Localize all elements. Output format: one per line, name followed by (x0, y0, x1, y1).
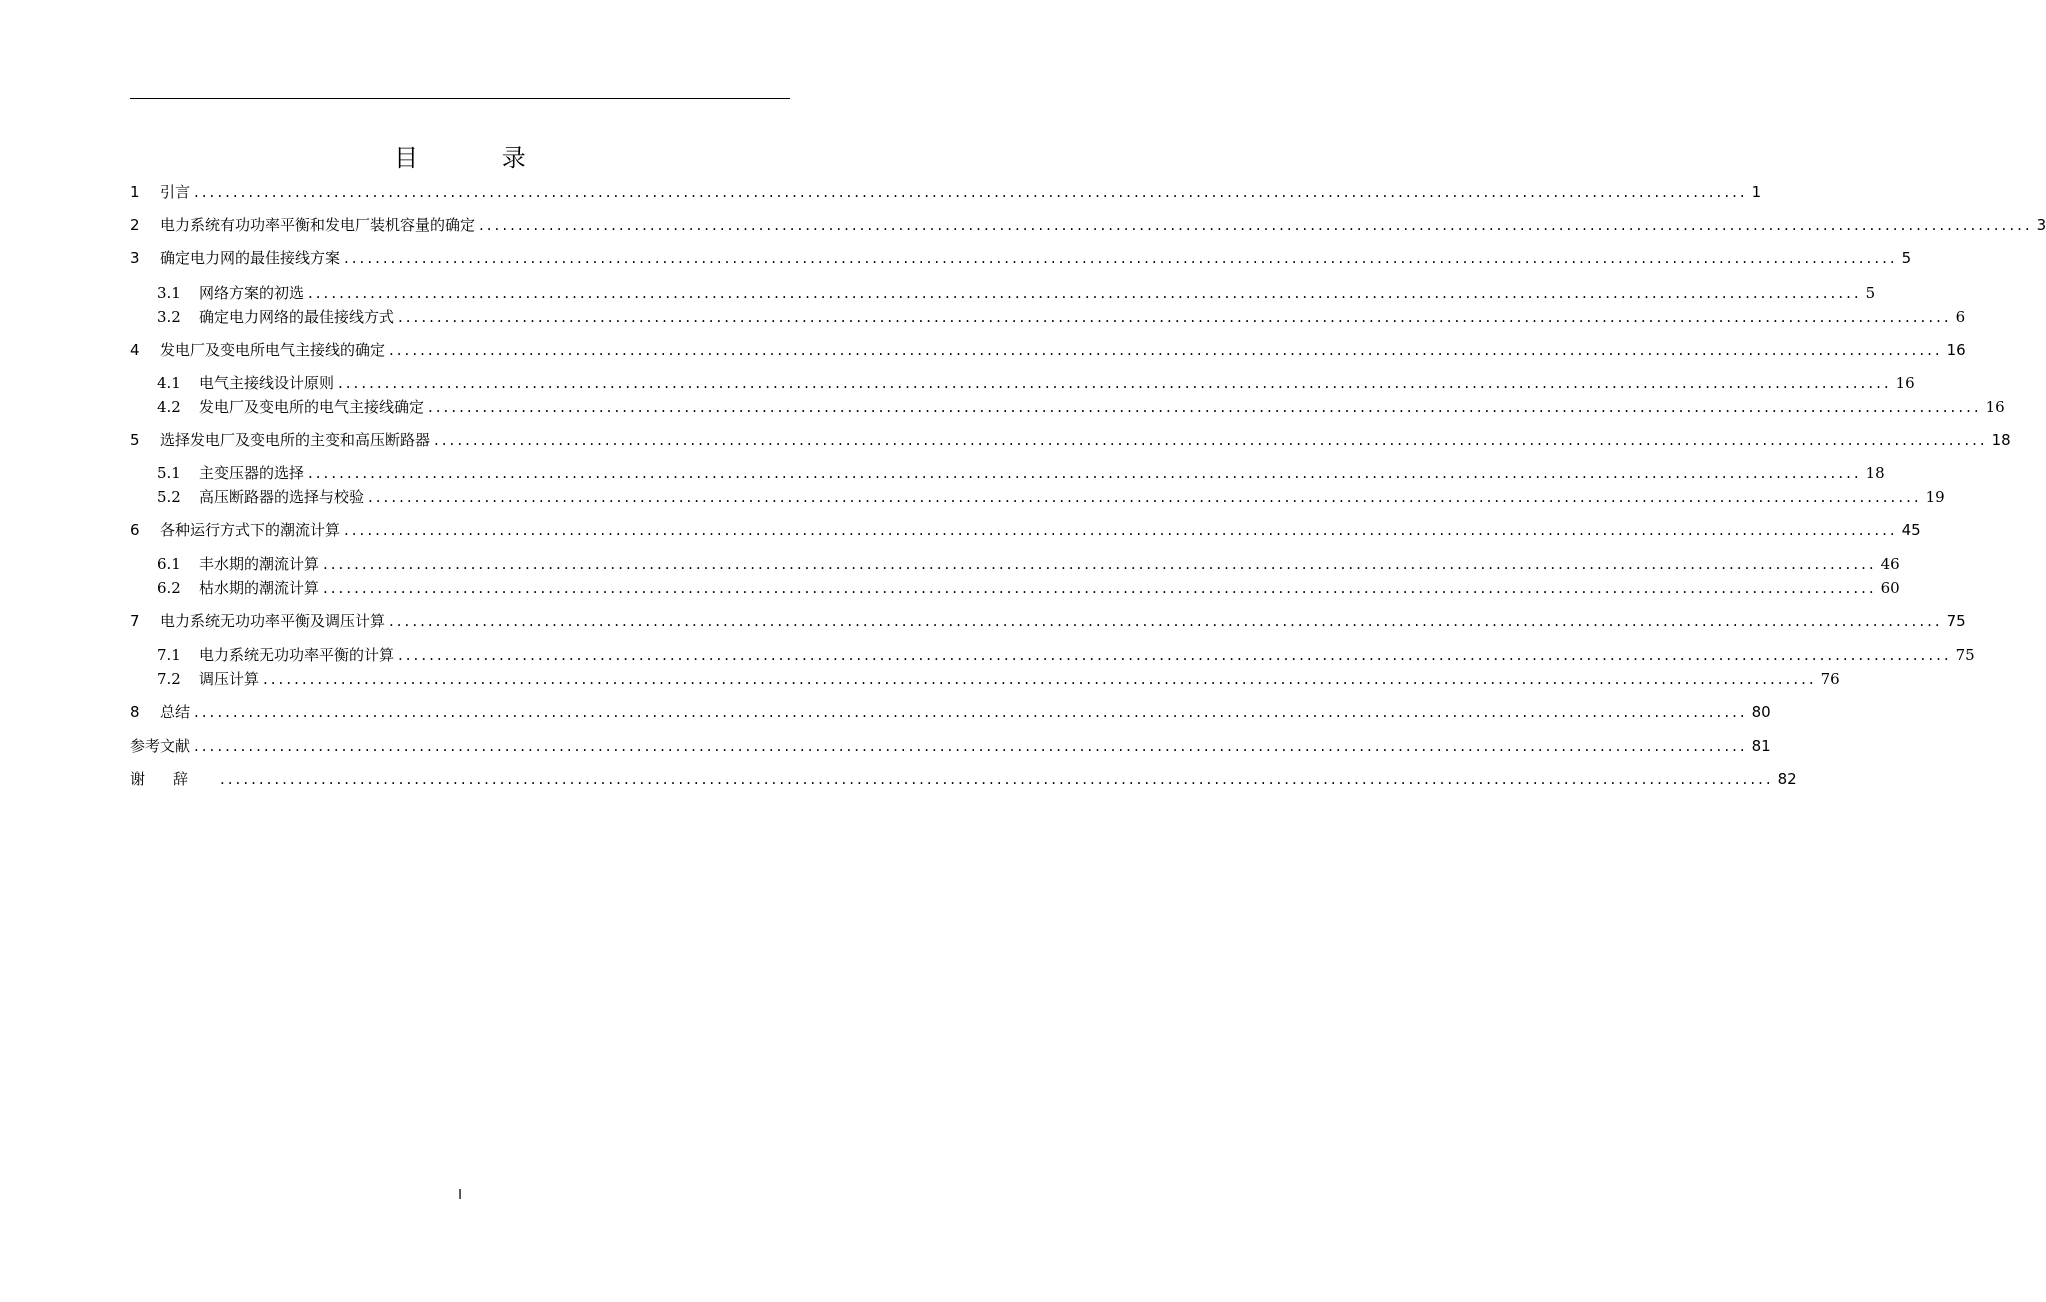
toc-dot-leader: ........................................................................................................................................................................................................ (338, 374, 1892, 392)
toc-entry-label: 谢辞 (130, 770, 217, 788)
toc-entry[interactable] (157, 461, 1885, 485)
toc-entry-page: 81 (1751, 737, 1771, 755)
toc-entry[interactable] (130, 246, 1912, 270)
toc-entry-number: 3.2 (157, 308, 181, 326)
toc-dot-leader: ........................................................................................................................................................................................................ (194, 737, 1748, 755)
toc-dot-leader: ........................................................................................................................................................................................................ (368, 488, 1922, 506)
toc-dot-leader: ........................................................................................................................................................................................................ (344, 249, 1898, 267)
toc-entry-label: 电气主接线设计原则 (199, 374, 335, 392)
toc-entry-number: 1 (130, 183, 140, 201)
toc-entry-label: 总结 (160, 703, 191, 721)
page-title: 目 录 (394, 144, 564, 172)
toc-entry-number: 4.1 (157, 374, 181, 392)
toc-entry-label: 确定电力网络的最佳接线方式 (199, 308, 395, 326)
toc-entry-page: 46 (1880, 555, 1900, 573)
toc-entry-label: 选择发电厂及变电所的主变和高压断路器 (160, 431, 431, 449)
toc-entry-page: 75 (1955, 646, 1975, 664)
toc-entry-number: 4.2 (157, 398, 181, 416)
toc-dot-leader: ........................................................................................................................................................................................................ (389, 612, 1943, 630)
toc-entry-page: 60 (1880, 579, 1900, 597)
toc-entry[interactable] (157, 552, 1900, 576)
toc-entry-page: 1 (1751, 183, 1762, 201)
toc-dot-leader: ........................................................................................................................................................................................................ (323, 555, 1877, 573)
toc-entry-number: 7.1 (157, 646, 181, 664)
toc-entry-label: 发电厂及变电所电气主接线的确定 (160, 341, 386, 359)
toc-entry[interactable] (130, 700, 1771, 724)
toc-entry[interactable] (157, 643, 1975, 667)
toc-entry[interactable] (157, 281, 1876, 305)
toc-dot-leader: ........................................................................................................................................................................................................ (308, 284, 1862, 302)
toc-entry-page: 19 (1925, 488, 1945, 506)
toc-entry[interactable] (157, 667, 1840, 691)
toc-entry[interactable] (130, 734, 1771, 758)
toc-dot-leader: ........................................................................................................................................................................................................ (398, 308, 1952, 326)
toc-entry-page: 82 (1777, 770, 1797, 788)
toc-entry-page: 80 (1751, 703, 1771, 721)
toc-entry[interactable] (157, 395, 2005, 419)
toc-entry-page: 16 (1946, 341, 1966, 359)
toc-entry-number: 4 (130, 341, 140, 359)
toc-dot-leader: ........................................................................................................................................................................................................ (220, 770, 1774, 788)
toc-entry-label: 电力系统无功功率平衡及调压计算 (160, 612, 386, 630)
toc-entry-label: 高压断路器的选择与校验 (199, 488, 365, 506)
toc-entry-page: 6 (1955, 308, 1966, 326)
toc-entry[interactable] (130, 518, 1921, 542)
toc-dot-leader: ........................................................................................................................................................................................................ (344, 521, 1898, 539)
toc-dot-leader: ........................................................................................................................................................................................................ (434, 431, 1988, 449)
toc-entry-number: 3.1 (157, 284, 181, 302)
toc-entry[interactable] (157, 305, 1966, 329)
toc-entry-label: 丰水期的潮流计算 (199, 555, 320, 573)
toc-entry[interactable] (130, 213, 2046, 237)
toc-entry[interactable] (130, 428, 2011, 452)
toc-entry[interactable] (130, 180, 1762, 204)
toc-entry-page: 76 (1820, 670, 1840, 688)
toc-entry-number: 6 (130, 521, 140, 539)
toc-entry-number: 6.1 (157, 555, 181, 573)
toc-entry[interactable] (130, 609, 1966, 633)
toc-entry-number: 5.2 (157, 488, 181, 506)
toc-entry-number: 3 (130, 249, 140, 267)
toc-entry-page: 45 (1901, 521, 1921, 539)
toc-entry-number: 5.1 (157, 464, 181, 482)
toc-entry-label: 枯水期的潮流计算 (199, 579, 320, 597)
toc-entry-label: 电力系统有功功率平衡和发电厂装机容量的确定 (160, 216, 476, 234)
toc-dot-leader: ........................................................................................................................................................................................................ (263, 670, 1817, 688)
toc-dot-leader: ........................................................................................................................................................................................................ (308, 464, 1862, 482)
toc-entry[interactable] (157, 485, 1945, 509)
toc-entry-label: 调压计算 (199, 670, 260, 688)
toc-entry-page: 3 (2036, 216, 2046, 234)
toc-entry-label: 确定电力网的最佳接线方案 (160, 249, 341, 267)
toc-entry-number: 6.2 (157, 579, 181, 597)
toc-entry-number: 7 (130, 612, 140, 630)
toc-entry-page: 18 (1991, 431, 2011, 449)
toc-entry-label: 主变压器的选择 (199, 464, 305, 482)
toc-entry-page: 5 (1901, 249, 1912, 267)
toc-entry-number: 5 (130, 431, 140, 449)
toc-dot-leader: ........................................................................................................................................................................................................ (389, 341, 1943, 359)
toc-entry-label: 各种运行方式下的潮流计算 (160, 521, 341, 539)
footer-page-number: I (458, 1188, 462, 1203)
toc-entry-number: 7.2 (157, 670, 181, 688)
toc-entry[interactable] (157, 576, 1900, 600)
toc-dot-leader: ........................................................................................................................................................................................................ (323, 579, 1877, 597)
toc-dot-leader: ........................................................................................................................................................................................................ (194, 183, 1748, 201)
toc-entry-page: 75 (1946, 612, 1966, 630)
toc-entry-number: 2 (130, 216, 140, 234)
toc-entry-label: 发电厂及变电所的电气主接线确定 (199, 398, 425, 416)
toc-entry-label: 网络方案的初选 (199, 284, 305, 302)
toc-entry-page: 16 (1895, 374, 1915, 392)
toc-dot-leader: ........................................................................................................................................................................................................ (479, 216, 2033, 234)
toc-entry[interactable] (157, 371, 1915, 395)
toc-entry-page: 18 (1865, 464, 1885, 482)
toc-dot-leader: ........................................................................................................................................................................................................ (428, 398, 1982, 416)
toc-entry-page: 16 (1985, 398, 2005, 416)
toc-dot-leader: ........................................................................................................................................................................................................ (398, 646, 1952, 664)
toc-entry-page: 5 (1865, 284, 1876, 302)
toc-entry-label: 参考文献 (130, 737, 191, 755)
toc-dot-leader: ........................................................................................................................................................................................................ (194, 703, 1748, 721)
toc-entry-label: 电力系统无功功率平衡的计算 (199, 646, 395, 664)
toc-entry[interactable] (130, 767, 1797, 791)
toc-entry-label: 引言 (160, 183, 191, 201)
toc-entry-number: 8 (130, 703, 140, 721)
toc-entry[interactable] (130, 338, 1966, 362)
